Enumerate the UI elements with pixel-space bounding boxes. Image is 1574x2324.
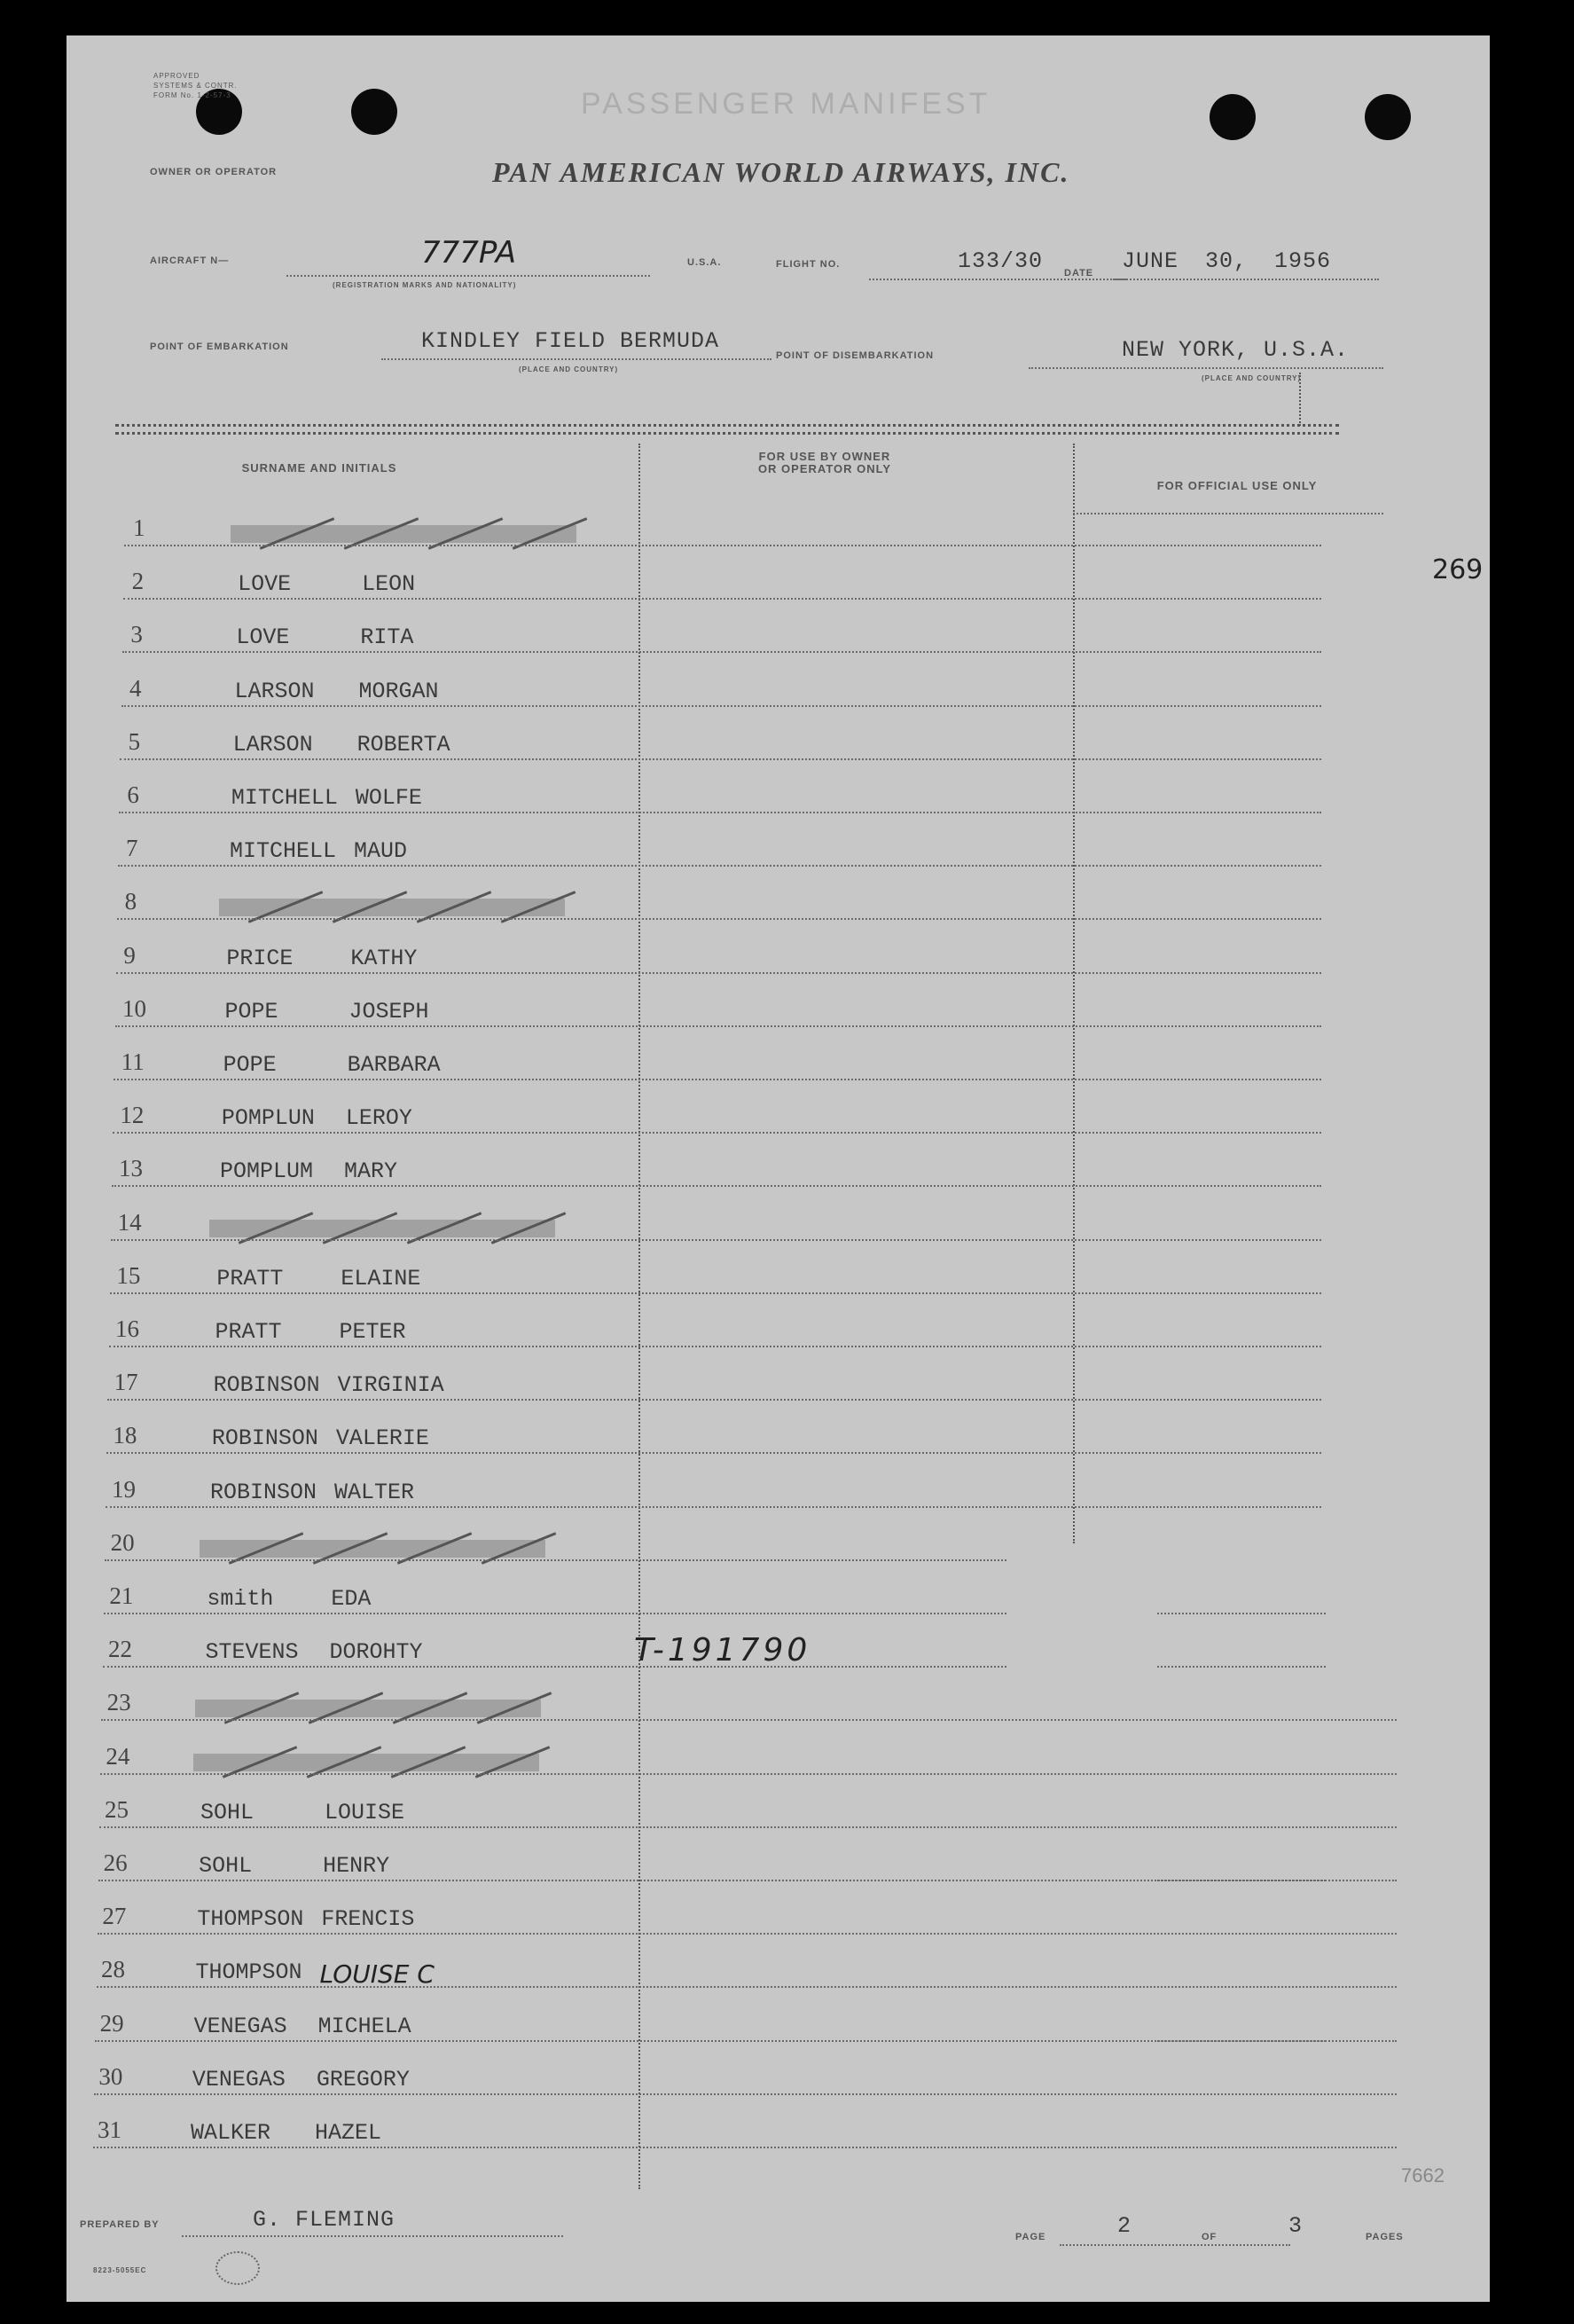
official-use-rule <box>1157 1986 1326 1988</box>
passenger-surname: LOVE <box>236 624 290 651</box>
owner-label: OWNER OR OPERATOR <box>150 167 278 177</box>
disembark-label: POINT OF DISEMBARKATION <box>776 350 935 361</box>
printer-logo <box>215 2251 260 2285</box>
prepared-label: PREPARED BY <box>80 2219 160 2230</box>
passenger-surname: smith <box>207 1586 274 1612</box>
punch-hole <box>351 89 397 135</box>
manifest-sheet <box>67 35 1490 2302</box>
of-label: OF <box>1202 2232 1218 2242</box>
row-rule <box>123 598 1321 600</box>
passenger-given-name: BARBARA <box>347 1052 441 1078</box>
embark-value: KINDLEY FIELD BERMUDA <box>421 328 720 354</box>
passenger-surname: ROBINSON <box>211 1425 318 1452</box>
row-number: 9 <box>123 941 136 969</box>
form-title: PASSENGER MANIFEST <box>581 87 991 121</box>
of-value: 3 <box>1288 2213 1304 2239</box>
passenger-given-name: DOROHTY <box>329 1639 423 1666</box>
row-number: 15 <box>116 1261 141 1289</box>
row-rule <box>124 545 1321 546</box>
row-rule <box>116 972 1321 974</box>
row-rule <box>121 705 1322 707</box>
pages-label: PAGES <box>1366 2232 1404 2242</box>
row-number: 4 <box>129 674 142 702</box>
passenger-given-name: MORGAN <box>358 678 439 704</box>
passenger-surname: LOVE <box>238 571 292 598</box>
row-number: 1 <box>133 514 145 541</box>
passenger-given-name: RITA <box>360 624 414 651</box>
row-number: 12 <box>120 1102 145 1129</box>
passenger-given-name: FRENCIS <box>321 1906 415 1933</box>
passenger-surname: PRICE <box>226 945 294 971</box>
flight-value: 133/30 <box>958 248 1044 274</box>
official-use-rule <box>1157 2093 1326 2095</box>
passenger-surname: ROBINSON <box>213 1372 320 1399</box>
row-rule <box>119 812 1321 813</box>
passenger-given-name: HENRY <box>323 1853 390 1879</box>
row-rule <box>107 1399 1321 1401</box>
passenger-surname: POPE <box>224 998 278 1025</box>
row-number: 16 <box>115 1315 139 1342</box>
row-number: 30 <box>98 2062 123 2090</box>
row-number: 17 <box>114 1369 138 1396</box>
passenger-given-name: MARY <box>344 1158 398 1185</box>
vertical-tick <box>1299 373 1303 426</box>
row-number: 19 <box>112 1475 136 1503</box>
official-use-rule <box>1157 1719 1326 1721</box>
flight-label: FLIGHT NO. <box>776 259 841 270</box>
row-rule <box>106 1506 1321 1508</box>
passenger-surname: MITCHELL <box>230 838 337 865</box>
row-number: 11 <box>121 1048 145 1075</box>
row-number: 26 <box>103 1849 128 1876</box>
usa-label: U.S.A. <box>687 257 722 268</box>
official-use-rule <box>1157 1773 1326 1775</box>
page-underline <box>1060 2244 1290 2246</box>
passenger-surname: THOMPSON <box>197 1906 304 1933</box>
row-number: 14 <box>117 1208 142 1236</box>
row-rule <box>103 1666 1007 1668</box>
row-number: 10 <box>122 994 146 1022</box>
passenger-surname: MITCHELL <box>231 785 338 811</box>
disembark-value: NEW YORK, U.S.A. <box>1122 337 1350 363</box>
registration-caption: (REGISTRATION MARKS AND NATIONALITY) <box>333 281 517 289</box>
row-number: 6 <box>127 781 139 808</box>
row-rule <box>106 1452 1321 1454</box>
aircraft-underline <box>286 275 650 277</box>
passenger-surname: LARSON <box>234 678 315 704</box>
passenger-surname: VENEGAS <box>192 2066 286 2092</box>
passenger-given-name: VIRGINIA <box>337 1372 444 1399</box>
passenger-surname: VENEGAS <box>193 2013 287 2039</box>
passenger-surname: POMPLUM <box>220 1158 314 1185</box>
approval-note: APPROVED SYSTEMS & CONTR. FORM No. 1-2-57-3 <box>153 72 238 99</box>
date-underline <box>1113 279 1379 280</box>
official-use-rule <box>1157 1666 1326 1668</box>
row-number: 28 <box>101 1956 125 1983</box>
disembark-caption: (PLACE AND COUNTRY) <box>1202 374 1302 382</box>
passenger-surname: POPE <box>223 1052 277 1078</box>
row-number: 13 <box>119 1155 143 1182</box>
passenger-given-name: VALERIE <box>335 1425 429 1452</box>
row-rule <box>122 651 1321 653</box>
row-rule <box>120 758 1321 760</box>
passenger-surname: THOMPSON <box>195 1959 302 1986</box>
row-rule <box>111 1239 1321 1241</box>
row-number: 7 <box>126 835 138 862</box>
passenger-given-name: EDA <box>331 1586 372 1612</box>
passenger-given-name: PETER <box>339 1319 406 1345</box>
passenger-given-name: GREGORY <box>316 2066 410 2092</box>
page-label: PAGE <box>1015 2232 1046 2242</box>
row-rule <box>105 1559 1006 1561</box>
aircraft-label: AIRCRAFT N— <box>150 255 230 266</box>
passenger-surname: LARSON <box>232 731 313 758</box>
passenger-surname: STEVENS <box>205 1639 299 1666</box>
row-number: 5 <box>128 727 141 755</box>
passenger-surname: ROBINSON <box>210 1479 317 1505</box>
row-rule <box>115 1025 1322 1027</box>
punch-hole <box>1365 94 1411 140</box>
row-rule <box>117 918 1321 920</box>
row-rule <box>118 865 1321 867</box>
row-number: 2 <box>131 568 145 595</box>
col-owner-header: FOR USE BY OWNER OR OPERATOR ONLY <box>757 450 892 475</box>
punch-hole <box>1210 94 1256 140</box>
row-number: 31 <box>98 2116 121 2143</box>
disembark-underline <box>1029 367 1383 369</box>
passenger-given-name: LOUISE <box>325 1799 405 1825</box>
row-number: 18 <box>113 1422 137 1449</box>
passenger-given-name: LEROY <box>345 1105 412 1132</box>
embark-label: POINT OF EMBARKATION <box>150 342 289 352</box>
col-surname-header: SURNAME AND INITIALS <box>241 461 397 475</box>
passenger-given-name: JOSEPH <box>348 998 429 1025</box>
row-number: 27 <box>102 1903 127 1930</box>
row-number: 29 <box>99 2009 124 2037</box>
embark-underline <box>381 358 771 360</box>
row-rule <box>109 1346 1322 1347</box>
row-rule <box>113 1132 1321 1134</box>
flight-underline <box>869 279 1126 280</box>
passenger-given-name: WOLFE <box>355 785 422 811</box>
aircraft-value: 777PA <box>421 235 516 271</box>
row-rule <box>110 1292 1321 1294</box>
page-value: 2 <box>1117 2213 1132 2239</box>
passenger-given-name: KATHY <box>350 945 418 971</box>
passenger-surname: POMPLUN <box>221 1105 315 1132</box>
row-rule <box>112 1185 1321 1187</box>
passenger-surname: PRATT <box>216 1265 284 1292</box>
row-number: 8 <box>124 888 137 915</box>
row-rule <box>93 2147 1397 2148</box>
prepared-underline <box>182 2235 563 2237</box>
prepared-value: G. FLEMING <box>253 2207 395 2233</box>
form-code: 8223-5055EC <box>93 2266 147 2274</box>
passenger-given-name: ELAINE <box>341 1265 421 1292</box>
official-use-rule <box>1157 2040 1326 2042</box>
col-official-header: FOR OFFICIAL USE ONLY <box>1156 479 1318 492</box>
passenger-given-name: LEON <box>362 571 416 598</box>
official-use-rule <box>1157 1613 1326 1614</box>
passenger-given-name: MAUD <box>354 838 408 865</box>
row-number: 23 <box>106 1689 131 1716</box>
date-value: JUNE 30, 1956 <box>1122 248 1332 274</box>
official-use-rule <box>1157 1933 1326 1935</box>
passenger-given-name: WALTER <box>334 1479 415 1505</box>
official-header-rule <box>1073 513 1383 514</box>
row-number: 21 <box>109 1582 134 1609</box>
passenger-given-name: HAZEL <box>315 2120 382 2146</box>
header-rule-bottom <box>115 432 1339 435</box>
passenger-given-name: ROBERTA <box>356 731 450 758</box>
row-number: 20 <box>110 1528 135 1556</box>
row-number: 22 <box>108 1636 132 1663</box>
airline-name: PAN AMERICAN WORLD AIRWAYS, INC. <box>492 156 1070 188</box>
handwritten-ticket-note: T-191790 <box>634 1632 811 1668</box>
column-divider-2 <box>1073 444 1075 1543</box>
row-number: 3 <box>130 621 143 648</box>
row-rule <box>104 1613 1006 1614</box>
header-rule-top <box>115 424 1339 427</box>
passenger-given-name: MICHELA <box>317 2013 411 2039</box>
passenger-surname: WALKER <box>191 2120 271 2146</box>
passenger-surname: SOHL <box>199 1853 253 1879</box>
row-number: 25 <box>105 1795 129 1823</box>
passenger-given-name: LOUISE C <box>319 1959 435 1990</box>
embark-caption: (PLACE AND COUNTRY) <box>519 365 619 373</box>
passenger-surname: SOHL <box>200 1799 255 1825</box>
margin-number: 7662 <box>1401 2164 1445 2187</box>
official-use-rule <box>1157 1826 1326 1828</box>
date-label: DATE <box>1064 268 1094 279</box>
passenger-surname: PRATT <box>215 1319 282 1345</box>
row-rule <box>114 1079 1321 1080</box>
row-number: 24 <box>106 1742 130 1770</box>
official-use-rule <box>1157 1880 1326 1881</box>
stamp-number: 269 <box>1432 554 1484 585</box>
